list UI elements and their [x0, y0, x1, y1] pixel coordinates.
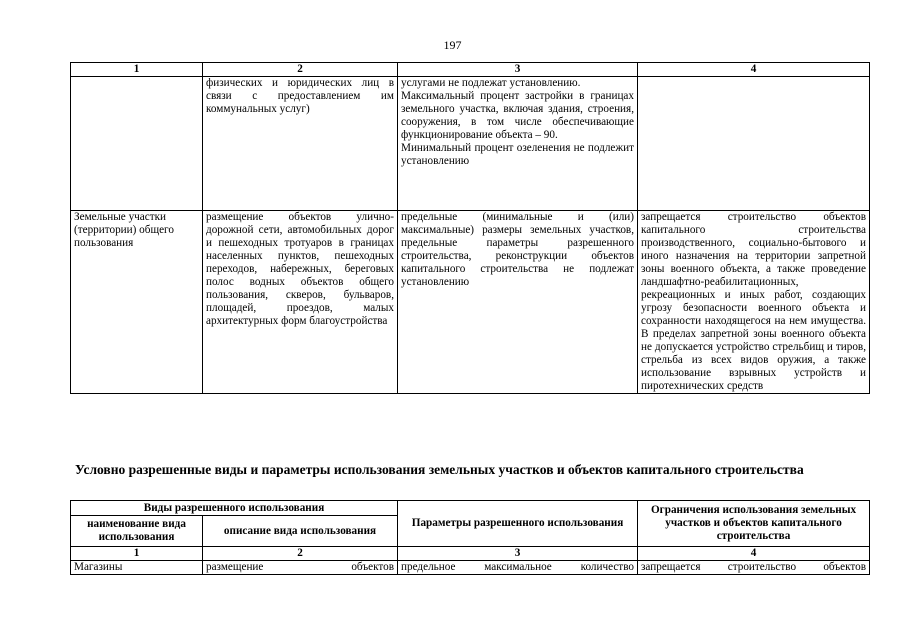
col-number-4: 4	[638, 63, 870, 77]
cell-parameters: предельное максимальное количество	[398, 561, 638, 575]
section-title: Условно разрешенные виды и параметры использования земельных участков и объектов капитального строительства	[75, 462, 804, 477]
cell-use-name	[71, 77, 203, 211]
header-parameters: Параметры разрешенного использования	[398, 501, 638, 547]
col-number-3: 3	[398, 63, 638, 77]
column-number-row	[71, 63, 870, 77]
cell-use-name: Земельные участки (территории) общего пользования	[71, 211, 203, 394]
table-row	[71, 561, 870, 575]
header-restrictions: Ограничения использования земельных участков и объектов капитального строительства	[638, 501, 870, 547]
land-use-table-continued	[70, 62, 870, 394]
param-line: Минимальный процент озеленения не подлежит установлению	[401, 142, 634, 167]
col-number-2: 2	[203, 547, 398, 561]
header-use-name: наименование вида использования	[71, 516, 203, 547]
table-row	[71, 211, 870, 394]
table-row	[71, 77, 870, 211]
param-line: услугами не подлежат установлению.	[401, 77, 581, 89]
header-use-description: описание вида использования	[203, 516, 398, 547]
header-use-types: Виды разрешенного использования	[71, 501, 398, 516]
cell-use-description: физических и юридических лиц в связи с предоставлением им коммунальных услуг)	[203, 77, 398, 211]
header-row	[71, 501, 870, 516]
cell-restrictions: запрещается строительство объектов капитального строительства производственного, социально-бытового и иного назначения на территории запретной зоны военного объекта, а также проведение ландшафтно-реабилитационных, рекреационных и иных работ, создающих угрозу безопасности военного объекта и сохранности находящегося на нем имущества. В пределах запретной зоны военного объекта не допускается устройство стрельбищ и тиров, стрельба из всех видов оружия, а также использование взрывных устройств и пиротехнических средств	[638, 211, 870, 394]
col-number-4: 4	[638, 547, 870, 561]
col-number-1: 1	[71, 63, 203, 77]
cell-parameters: предельные (минимальные и (или) максимальные) размеры земельных участков, предельные параметры разрешенного строительства, реконструкции объектов капитального строительства не подлежат установлению	[398, 211, 638, 394]
cell-restrictions	[638, 77, 870, 211]
param-line: Максимальный процент застройки в границах земельного участка, включая здания, строения, сооружения, в том числе обеспечивающие функционирование объекта – 90.	[401, 90, 634, 141]
column-number-row	[71, 547, 870, 561]
cell-use-name: Магазины	[71, 561, 203, 575]
cell-use-description: размещение объектов улично-дорожной сети, автомобильных дорог и пешеходных тротуаров в границах населенных пунктов, пешеходных переходов, набережных, береговых полос водных объектов общего пользования, скверов, бульваров, площадей, проездов, малых архитектурных форм благоустройства	[203, 211, 398, 394]
col-number-3: 3	[398, 547, 638, 561]
col-number-2: 2	[203, 63, 398, 77]
conditional-use-table	[70, 500, 870, 575]
cell-use-description: размещение объектов	[203, 561, 398, 575]
cell-parameters	[398, 77, 638, 211]
col-number-1: 1	[71, 547, 203, 561]
page-number: 197	[443, 38, 462, 52]
cell-restrictions: запрещается строительство объектов	[638, 561, 870, 575]
